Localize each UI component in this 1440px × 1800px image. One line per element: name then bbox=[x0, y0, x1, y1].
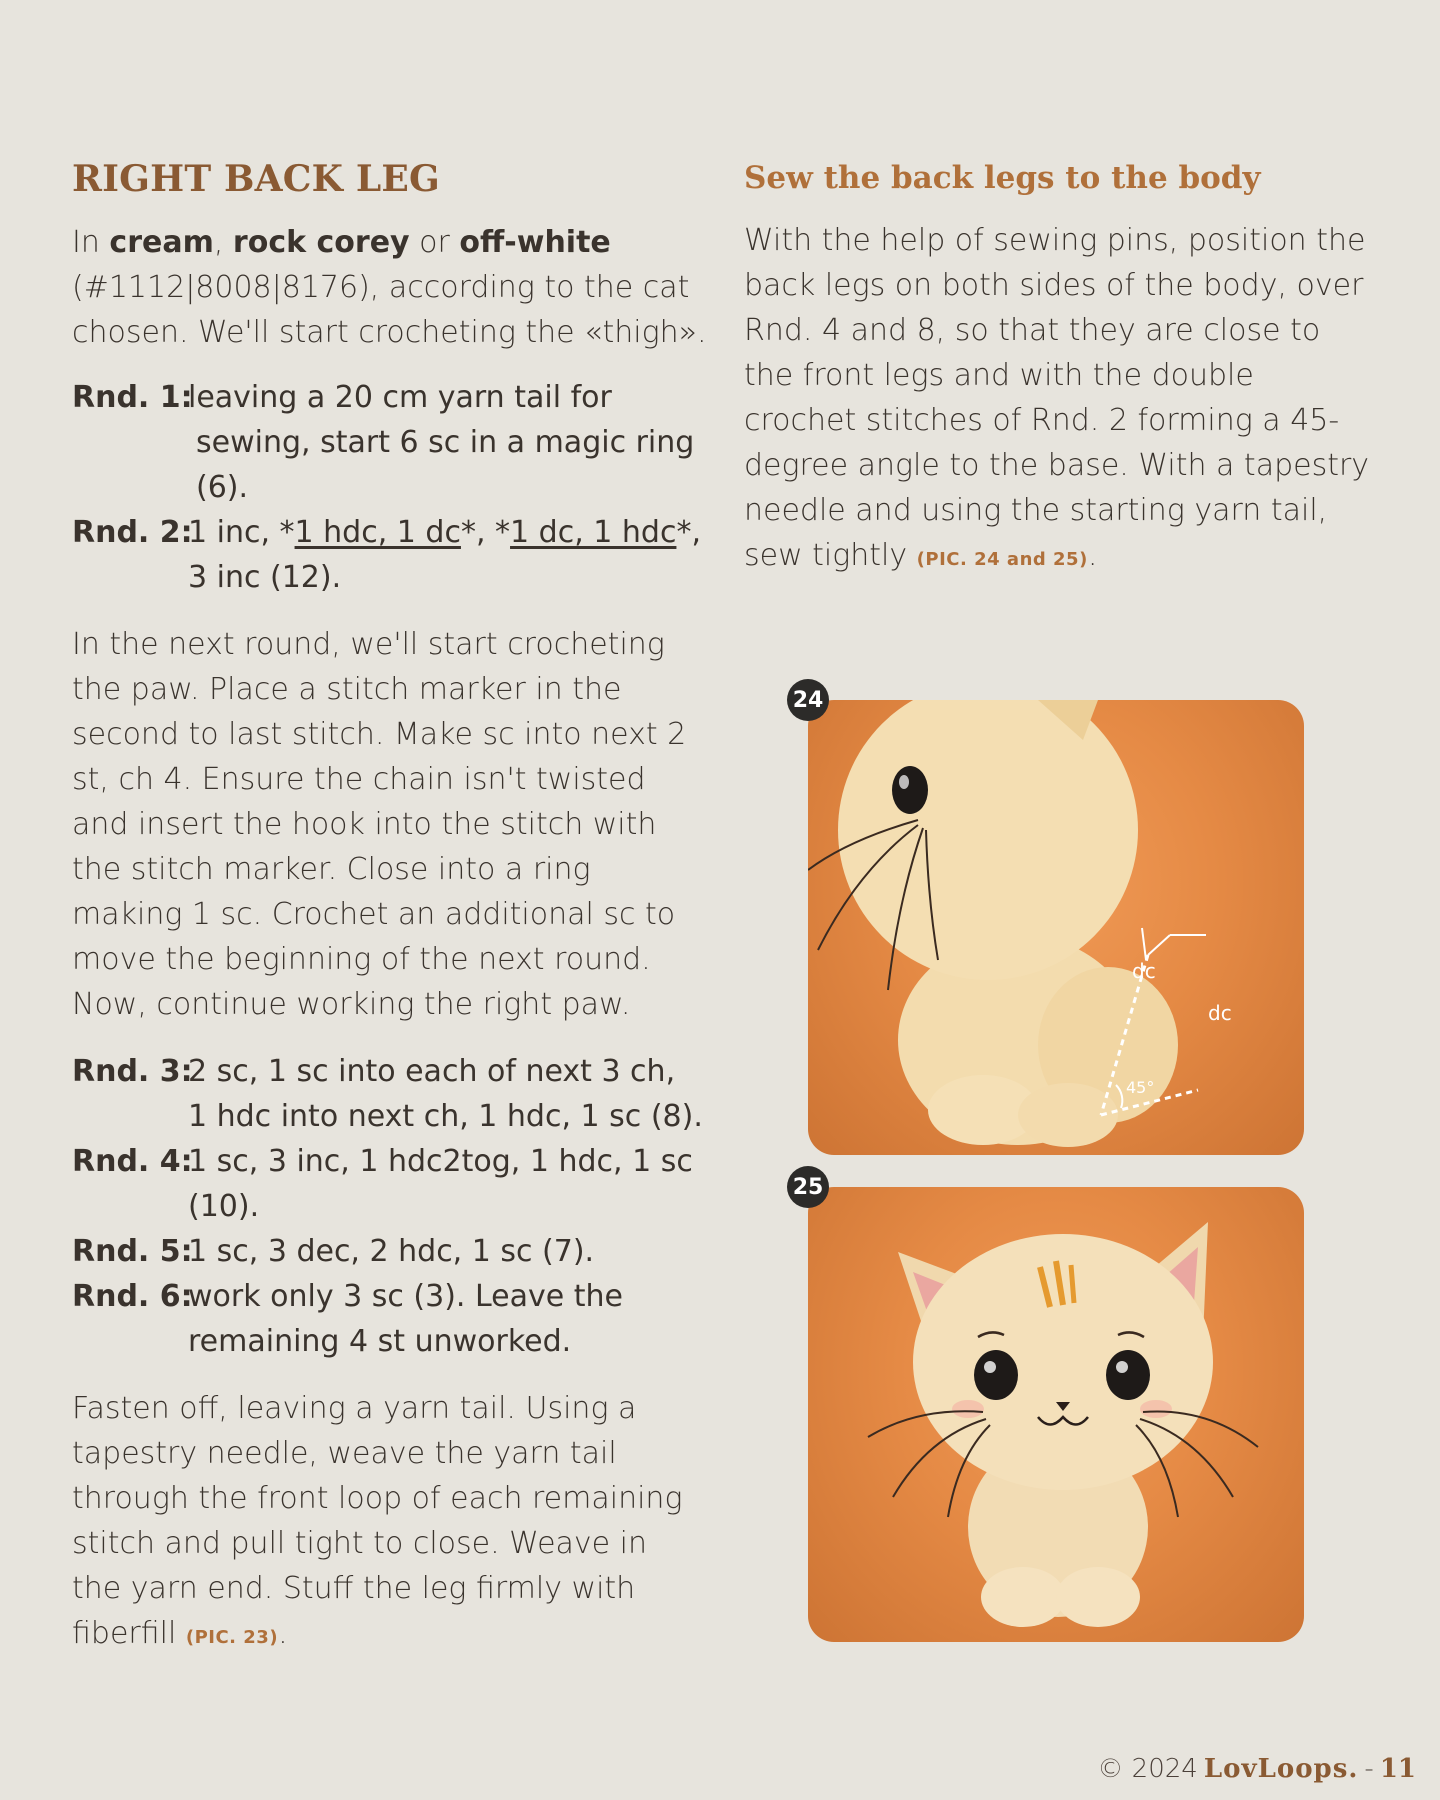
angle-label: 45° bbox=[1126, 1078, 1155, 1097]
page-number: 11 bbox=[1379, 1754, 1416, 1784]
round-text: leaving a 20 cm yarn tail for sewing, start 6 sc in a magic ring (6). bbox=[188, 380, 695, 505]
copyright-text: © 2024 bbox=[1097, 1754, 1198, 1784]
pic-24-25-reference: (PIC. 24 and 25) bbox=[916, 549, 1088, 570]
round-4 bbox=[72, 1139, 712, 1229]
round-3 bbox=[72, 1049, 712, 1139]
round-text: 2 sc, 1 sc into each of next 3 ch, 1 hdc into next ch, 1 hdc, 1 sc (8). bbox=[188, 1054, 703, 1134]
photo-25-container bbox=[792, 1174, 1304, 1642]
cat-front-illustration bbox=[808, 1187, 1304, 1642]
round-2 bbox=[72, 510, 712, 600]
fasten-off-paragraph: Fasten off, leaving a yarn tail. Using a tapestry needle, weave the yarn tail through the front loop of each remaining stitch and pull tight to close. Weave in the yarn end. Stuff the leg firmly with fiberfill (PIC. 23). bbox=[72, 1391, 683, 1651]
footer-separator: - bbox=[1364, 1754, 1374, 1784]
brand-logo-text: LovLoops. bbox=[1203, 1754, 1359, 1784]
round-label: Rnd. 4: bbox=[72, 1144, 193, 1179]
right-back-leg-title: RIGHT BACK LEG bbox=[72, 158, 440, 200]
intro-paragraph: In cream, rock corey or off-white (#1112|8008|8176), according to the cat chosen. We'll start crocheting the «thigh». bbox=[72, 225, 707, 350]
cat-side-illustration bbox=[808, 700, 1304, 1155]
round-text: work only 3 sc (3). Leave the remaining 4 st unworked. bbox=[188, 1279, 623, 1359]
dc-label-top: dc bbox=[1132, 959, 1156, 983]
dc-label-right: dc bbox=[1208, 1001, 1232, 1025]
photo-25-front-view bbox=[808, 1187, 1304, 1642]
round-text: 1 sc, 3 inc, 1 hdc2tog, 1 hdc, 1 sc (10). bbox=[188, 1144, 693, 1224]
sew-legs-paragraph: With the help of sewing pins, position the back legs on both sides of the body, over Rnd. 4 and 8, so that they are close to the front legs and with the double crochet stitches of Rnd. 2 forming a 45-degree angle to the base. With a tapestry needle and using the starting yarn tail, sew tightly (PIC. 24 and 25). bbox=[744, 223, 1370, 573]
round-list-1 bbox=[72, 375, 712, 600]
round-list-2 bbox=[72, 1049, 712, 1364]
left-column bbox=[72, 158, 712, 1660]
pic-23-reference: (PIC. 23) bbox=[185, 1627, 279, 1648]
photo-24-container bbox=[792, 687, 1304, 1155]
photo-number-badge: 24 bbox=[787, 679, 829, 721]
round-label: Rnd. 6: bbox=[72, 1279, 193, 1314]
photo-24-side-view bbox=[808, 700, 1304, 1155]
paw-paragraph: In the next round, we'll start crocheting the paw. Place a stitch marker in the second to last stitch. Make sc into next 2 st, ch 4. Ensure the chain isn't twisted and insert the hook into the stitch with the stitch marker. Close into a ring making 1 sc. Crochet an additional sc to move the beginning of the next round. Now, continue working the right paw. bbox=[72, 627, 687, 1022]
round-text: 1 sc, 3 dec, 2 hdc, 1 sc (7). bbox=[188, 1234, 595, 1269]
round-6 bbox=[72, 1274, 712, 1364]
round-text: 1 inc, *1 hdc, 1 dc*, *1 dc, 1 hdc*, 3 inc (12). bbox=[188, 515, 701, 595]
sew-legs-title: Sew the back legs to the body bbox=[744, 160, 1261, 196]
round-label: Rnd. 5: bbox=[72, 1234, 193, 1269]
color-off-white: off-white bbox=[459, 225, 611, 260]
right-column bbox=[744, 160, 1384, 582]
color-rock-corey: rock corey bbox=[232, 225, 410, 260]
round-label: Rnd. 2: bbox=[72, 515, 193, 550]
round-label: Rnd. 1: bbox=[72, 380, 193, 415]
round-5 bbox=[72, 1229, 712, 1274]
photo-number-badge: 25 bbox=[787, 1166, 829, 1208]
round-label: Rnd. 3: bbox=[72, 1054, 193, 1089]
color-cream: cream bbox=[109, 225, 214, 260]
page-footer bbox=[1097, 1754, 1416, 1784]
round-1 bbox=[72, 375, 712, 510]
